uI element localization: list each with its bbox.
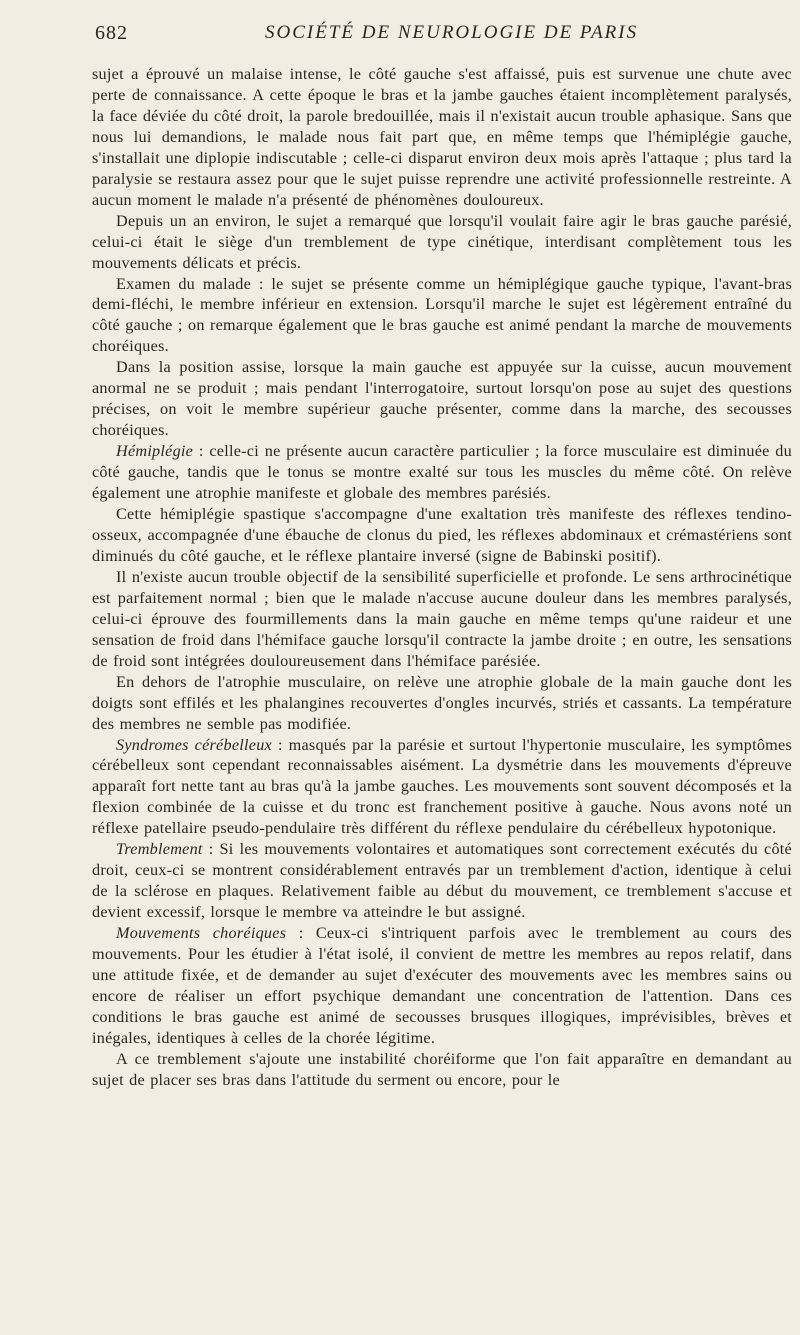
paragraph-text: : Si les mouvements volontaires et automatiques sont correctement exécutés du côté droit, ceux-ci se montrent considérablement entravés par un tremblement d'action, identique à celui de la sclérose en plaques. Relativement faible au début du mouvement, ce tremblement s'accuse et devient excessif, lorsque le membre va atteindre le but assigné.	[92, 840, 792, 922]
paragraph	[92, 64, 792, 211]
paragraph	[92, 504, 792, 567]
paragraph-text: Cette hémiplégie spastique s'accompagne d'une exaltation très manifeste des réflexes tendino-osseux, accompagnée d'une ébauche de clonus du pied, les réflexes abdominaux et crémastériens sont diminués du côté gauche, et le réflexe plantaire inversé (signe de Babinski positif).	[92, 505, 792, 565]
paragraph-text: Dans la position assise, lorsque la main gauche est appuyée sur la cuisse, aucun mouvement anormal ne se produit ; mais pendant l'interrogatoire, surtout lorsqu'on pose au sujet des questions précises, on voit le membre supérieur gauche présenter, comme dans la marche, des secousses choréiques.	[92, 358, 792, 440]
paragraph	[92, 672, 792, 735]
paragraph	[92, 274, 792, 358]
paragraph-text: Depuis un an environ, le sujet a remarqué que lorsqu'il voulait faire agir le bras gauche parésié, celui-ci était le siège d'un tremblement de type cinétique, interdisant complètement tous les mouvements délicats et précis.	[92, 211, 792, 272]
page-number: 682	[95, 22, 128, 44]
paragraph-text: : masqués par la parésie et surtout l'hypertonie musculaire, les symptômes cérébelleux sont cependant reconnaissables aisément. La dysmétrie dans les mouvements d'épreuve apparaît fort nette tant au bras qu'à la jambe gauches. Les mouvements sont souvent décomposés et la flexion combinée de la cuisse et du tronc est franchement positive à gauche. Nous avons noté un réflexe patellaire pseudo-pendulaire très différent du réflexe pendulaire du cérébelleux hypotonique.	[92, 735, 792, 838]
paragraph-lead: Syndromes cérébelleux	[116, 735, 272, 754]
paragraph	[92, 567, 792, 672]
running-title: SOCIÉTÉ DE NEUROLOGIE DE PARIS	[265, 22, 639, 43]
paragraph-text: A ce tremblement s'ajoute une instabilité choréiforme que l'on fait apparaître en demandant au sujet de placer ses bras dans l'attitude du serment ou encore, pour le	[92, 1049, 792, 1089]
paragraph	[92, 923, 792, 1049]
paragraph-text: En dehors de l'atrophie musculaire, on relève une atrophie globale de la main gauche dont les doigts sont effilés et les phalangines recouvertes d'ongles incurvés, striés et cassants. La température des membres ne semble pas modifiée.	[92, 672, 792, 733]
paragraph-text: sujet a éprouvé un malaise intense, le côté gauche s'est affaissé, puis est survenue une chute avec perte de connaissance. A cette époque le bras et la jambe gauches étaient incomplètement paralysés, la face déviée du côté droit, la parole bredouillée, mais il n'existait aucun trouble aphasique. Sans que nous lui demandions, le malade nous fait part que, en même temps que l'hémiplégie gauche, s'installait une diplopie indiscutable ; celle-ci disparut environ deux mois après l'attaque ; plus tard la paralysie se restaura assez pour que le sujet puisse reprendre une activité professionnelle restreinte. A aucun moment le malade n'a présenté de phénomènes douloureux.	[92, 65, 792, 209]
paragraph-lead: Tremblement	[116, 840, 203, 859]
paragraph-lead: Hémiplégie	[116, 442, 194, 461]
paragraph	[92, 357, 792, 441]
paragraph	[92, 441, 792, 504]
body-text	[92, 64, 792, 1091]
paragraph-text: Il n'existe aucun trouble objectif de la sensibilité superficielle et profonde. Le sens arthrocinétique est parfaitement normal ; bien que le malade n'accuse aucune douleur dans les membres paralysés, celui-ci éprouve des fourmillements dans la main gauche en même temps qu'une raideur et une sensation de froid dans l'hémiface gauche lorsqu'il contracte la jambe droite ; en outre, les sensations de froid sont intégrées douloureusement dans l'hémiface parésiée.	[92, 567, 792, 670]
paragraph-text: : Ceux-ci s'intriquent parfois avec le tremblement au cours des mouvements. Pour les étudier à l'état isolé, il convient de mettre les membres au repos relatif, dans une attitude fixée, et de demander au sujet d'exécuter des mouvements avec les membres sains ou encore de réaliser un effort psychique demandant une concentration de l'attention. Dans ces conditions le bras gauche est animé de secousses brusques illogiques, imprévisibles, brèves et inégales, identiques à celles de la chorée légitime.	[92, 924, 792, 1047]
paragraph	[92, 735, 792, 840]
page-header	[95, 22, 770, 50]
paragraph-text: Examen du malade : le sujet se présente comme un hémiplégique gauche typique, l'avant-bras demi-fléchi, le membre inférieur en extension. Lorsqu'il marche le sujet est légèrement entraîné du côté gauche ; on remarque également que le bras gauche est animé pendant la marche de mouvements choréiques.	[92, 274, 792, 356]
paragraph	[92, 839, 792, 923]
paragraph	[92, 1049, 792, 1091]
paragraph-text: : celle-ci ne présente aucun caractère particulier ; la force musculaire est diminuée du côté gauche, tandis que le tonus se montre exalté sur tous les muscles du même côté. On relève également une atrophie manifeste et globale des membres parésiés.	[92, 442, 792, 503]
paragraph-lead: Mouvements choréiques	[116, 924, 287, 943]
paragraph	[92, 211, 792, 274]
